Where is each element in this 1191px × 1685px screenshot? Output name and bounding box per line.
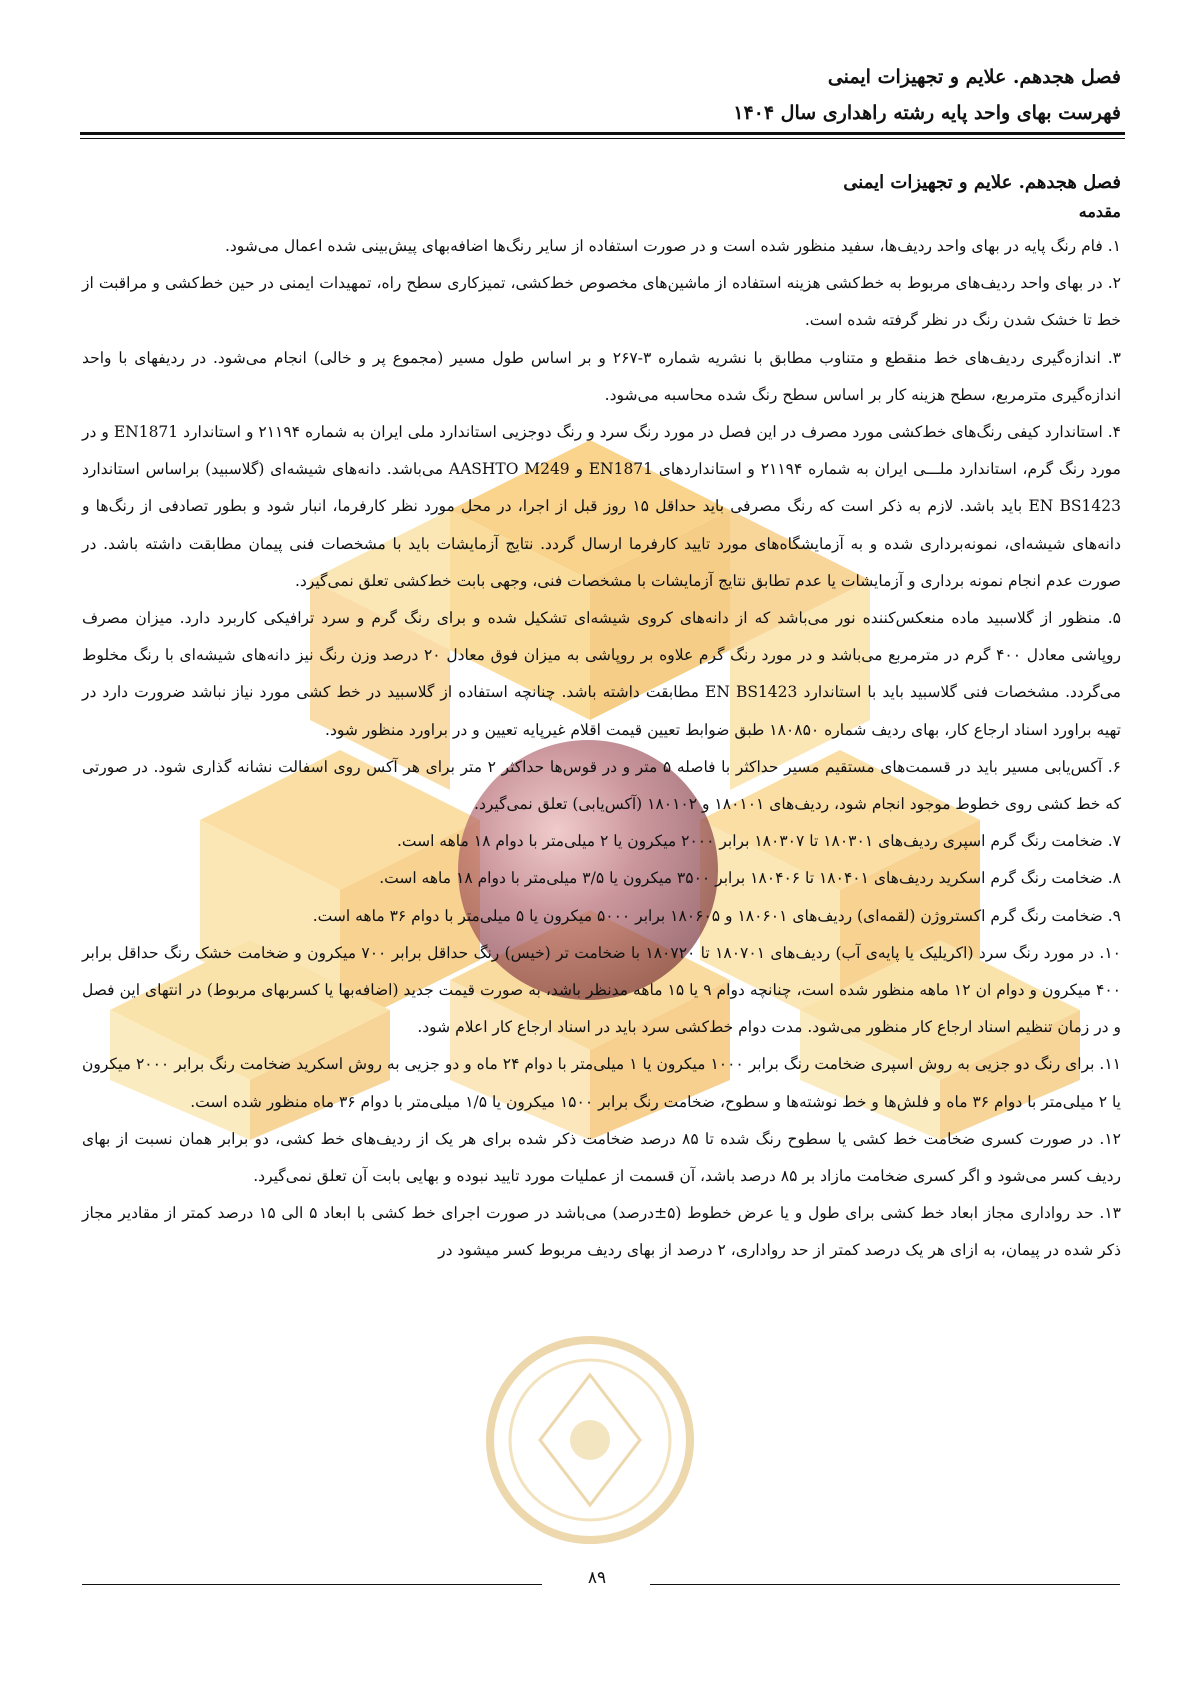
- header-rule-thick: [80, 132, 1125, 135]
- paragraph: ۱۲. در صورت کسری ضخامت خط کشی یا سطوح رنگ شده تا ۸۵ درصد ضخامت ذکر شده برای هر یک از ردیف‌های خط کشی، دو برابر همان نسبت از بهای ردیف کسر می‌شود و اگر کسری ضخامت مازاد بر ۸۵ درصد باشد، آن قسمت از عملیات مورد تایید نبوده و بهایی بابت آن تعلق نمی‌گیرد.: [82, 1129, 1121, 1186]
- paragraph: ۶. آکس‌یابی مسیر باید در قسمت‌های مستقیم مسیر حداکثر با فاصله ۵ متر و در قوس‌ها حداکثر ۲ متر برای هر آکس روی اسفالت نشانه گذاری شود. در صورتی که خط کشی روی خطوط موجود انجام شود، ردیف‌های ۱۸۰۱۰۱ و ۱۸۰۱۰۲ (آکس‌یابی) تعلق نمی‌گیرد.: [82, 757, 1121, 814]
- page-footer: [0, 1568, 1191, 1598]
- footer-rule-right: [650, 1584, 1120, 1585]
- paragraph: ۱۰. در مورد رنگ سرد (اکریلیک یا پایه‌ی آب) ردیف‌های ۱۸۰۷۰۱ تا ۱۸۰۷۲۰ با ضخامت تر (خیس) رنگ حداقل برابر ۷۰۰ میکرون و ضخامت خشک رنگ حداقل برابر ۴۰۰ میکرون و دوام ان ۱۲ ماهه منظور شده است، چنانچه دوام ۹ یا ۱۵ ماهه مدنظر باشد، به صورت قیمت جدید (اضافه‌بها یا کسربهای مربوط) در انتهای این فصل و در زمان تنظیم اسناد ارجاع کار منظور می‌شود. مدت دوام خط‌کشی سرد باید در اسناد ارجاع کار اعلام شود.: [82, 943, 1122, 1037]
- running-header-title: فهرست بهای واحد پایه رشته راهداری سال ۱۴۰۴: [733, 102, 1121, 124]
- footer-rule-left: [82, 1584, 542, 1585]
- paragraph: ۴. استاندارد کیفی رنگ‌های خط‌کشی مورد مصرف در این فصل در مورد رنگ سرد و رنگ دوجزیی استاندارد ملی ایران به شماره ۲۱۱۹۴ و استاندارد EN1871 و در مورد رنگ گرم، استاندارد ملـــی ایران به شماره ۲۱۱۹۴ و استانداردهای EN1871 و AASHTO M249 می‌باشد. دانه‌های شیشه‌ای (گلاسبید) براساس استاندارد EN BS1423 باید باشد. لازم به ذکر است که رنگ مصرفی باید حداقل ۱۵ روز قبل از اجرا، در محل مورد نظر کارفرما، انبار شود و بطور تصادفی از رنگ‌ها و دانه‌های شیشه‌ای، نمونه‌برداری شده و به آزمایشگاه‌های مورد تایید کارفرما ارسال گردد. نتایج آزمایشات باید با مشخصات فنی پیمان مطابقت داشته باشد. در صورت عدم انجام نمونه برداری و آزمایشات یا عدم تطابق نتایج آزمایشات با مشخصات فنی، وجهی بابت خط‌کشی تعلق نمی‌گیرد.: [82, 423, 1121, 590]
- section-subtitle: مقدمه: [1078, 202, 1121, 221]
- body-text: [82, 168, 1121, 1270]
- paragraph: ۸. ضخامت رنگ گرم اسکرید ردیف‌های ۱۸۰۴۰۱ تا ۱۸۰۴۰۶ برابر ۳۵۰۰ میکرون یا ۳/۵ میلی‌متر با دوام ۱۸ ماهه است.: [379, 869, 1121, 888]
- paragraph: ۷. ضخامت رنگ گرم اسپری ردیف‌های ۱۸۰۳۰۱ تا ۱۸۰۳۰۷ برابر ۲۰۰۰ میکرون یا ۲ میلی‌متر با دوام ۱۸ ماهه است.: [396, 832, 1121, 851]
- header-rule-thin: [80, 138, 1125, 139]
- paragraph: ۵. منظور از گلاسبید ماده منعکس‌کننده نور می‌باشد که از دانه‌های کروی شیشه‌ای تشکیل شده و برای رنگ گرم و سرد ترافیکی کاربرد دارد. میزان مصرف روپاشی معادل ۴۰۰ گرم در مترمربع می‌باشد و در مورد رنگ گرم علاوه بر روپاشی به میزان فوق معادل ۲۰ درصد وزن رنگ نیز دانه‌های شیشه‌ای با رنگ مخلوط می‌گردد. مشخصات فنی گلاسبید باید با استاندارد EN BS1423 مطابقت داشته باشد. چنانچه استفاده از گلاسبید در خط کشی مورد نیاز نباشد ضرورت دارد در تهیه براورد اسناد ارجاع کار، بهای ردیف شماره ۱۸۰۸۵۰ طبق ضوابط تعیین قیمت اقلام غیرپایه تعیین و در براورد منظور شود.: [82, 609, 1122, 739]
- paragraph: ۱. فام رنگ پایه در بهای واحد ردیف‌ها، سفید منظور شده است و در صورت استفاده از سایر رنگ‌ها اضافه‌بهای پیش‌بینی شده اعمال می‌شود.: [224, 237, 1121, 255]
- running-header-chapter: فصل هجدهم. علایم و تجهیزات ایمنی: [827, 66, 1121, 88]
- paragraph: ۲. در بهای واحد ردیف‌های مربوط به خط‌کشی هزینه استفاده از ماشین‌های مخصوص خط‌کشی، تمیزکاری سطح راه، تمهیدات ایمنی در حین خط‌کشی و مراقبت از خط تا خشک شدن رنگ در نظر گرفته شده است.: [82, 274, 1121, 330]
- paragraph: ۳. اندازه‌گیری ردیف‌های خط منقطع و متناوب مطابق با نشریه شماره ۳-۲۶۷ و بر اساس طول مسیر (مجموع پر و خالی) انجام می‌شود. در ردیفهای با واحد اندازه‌گیری مترمربع، سطح هزینه کار بر اساس سطح رنگ شده محاسبه می‌شود.: [82, 348, 1121, 404]
- page-number: ۸۹: [587, 1568, 607, 1588]
- paragraph: ۱۱. برای رنگ دو جزیی به روش اسپری ضخامت رنگ برابر ۱۰۰۰ میکرون یا ۱ میلی‌متر با دوام ۲۴ ماه و دو جزیی به روش اسکرید ضخامت رنگ برابر ۲۰۰۰ میکرون یا ۲ میلی‌متر با دوام ۳۶ ماه و فلش‌ها و خط نوشته‌ها و سطوح، ضخامت رنگ برابر ۱۵۰۰ میکرون یا ۱/۵ میلی‌متر با دوام ۳۶ ماه منظور شده است.: [82, 1055, 1122, 1111]
- paragraph: ۹. ضخامت رنگ گرم اکستروژن (لقمه‌ای) ردیف‌های ۱۸۰۶۰۱ و ۱۸۰۶۰۵ برابر ۵۰۰۰ میکرون یا ۵ میلی‌متر با دوام ۳۶ ماهه است.: [312, 906, 1121, 925]
- paragraph: ۱۳. حد رواداری مجاز ابعاد خط کشی برای طول و یا عرض خطوط (۵±درصد) می‌باشد در صورت اجرای خط کشی با ابعاد ۵ الی ۱۵ درصد کمتر از مقادیر مجاز ذکر شده در پیمان، به ازای هر یک درصد کمتر از حد رواداری، ۲ درصد از بهای ردیف مربوط کسر میشود در: [82, 1204, 1121, 1260]
- section-title: فصل هجدهم. علایم و تجهیزات ایمنی: [843, 172, 1121, 193]
